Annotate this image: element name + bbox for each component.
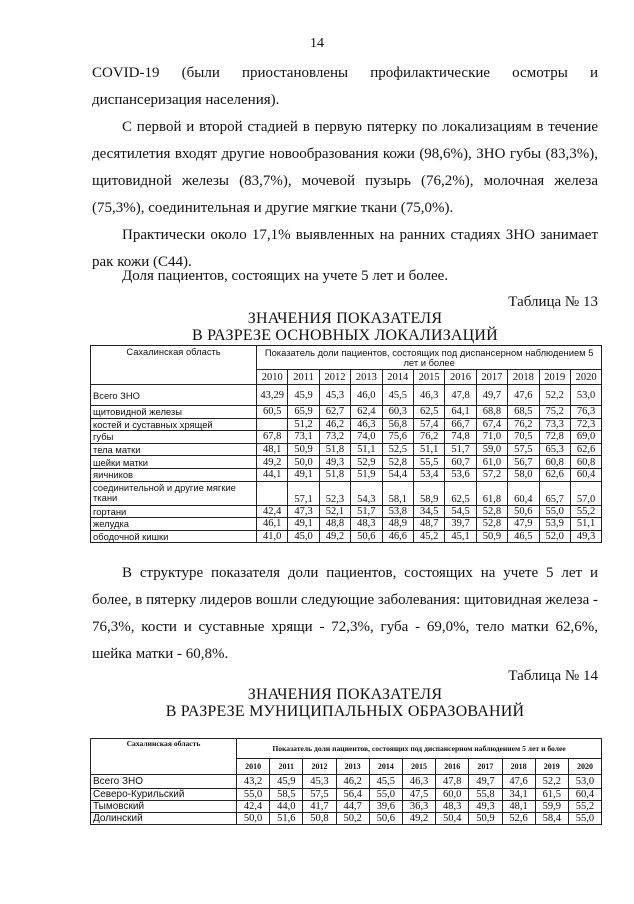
table-cell: 55,8: [469, 789, 502, 801]
table-cell: 49,3: [319, 456, 350, 469]
table-row: [91, 406, 602, 419]
table-cell: 47,9: [508, 518, 539, 531]
table14-year-header: 2012: [303, 759, 336, 775]
table14-year-header: 2010: [237, 759, 270, 775]
table-cell: 47,5: [402, 789, 435, 801]
table-cell: 69,0: [570, 431, 601, 444]
table-cell: 45,3: [303, 775, 336, 789]
table-cell: 46,3: [351, 418, 382, 431]
table-cell: 60,8: [539, 456, 570, 469]
table14-title-line1: ЗНАЧЕНИЯ ПОКАЗАТЕЛЯ: [247, 686, 443, 703]
table-cell: 36,3: [402, 801, 435, 813]
table-cell: 47,8: [445, 385, 476, 406]
table-cell: 49,7: [476, 385, 507, 406]
table-cell: 34,5: [413, 505, 444, 518]
table-cell: 46,1: [257, 518, 288, 531]
row-label: шейки матки: [91, 456, 257, 469]
table-cell: 45,1: [445, 530, 476, 543]
table14-year-header: 2020: [568, 759, 601, 775]
table-cell: 55,0: [539, 505, 570, 518]
row-label: Всего ЗНО: [91, 385, 257, 406]
table-cell: 62,5: [413, 406, 444, 419]
table-cell: 47,6: [502, 775, 535, 789]
table-row: [91, 775, 602, 789]
table14-year-header: 2016: [436, 759, 469, 775]
table-cell: 51,7: [445, 443, 476, 456]
table-cell: 41,7: [303, 801, 336, 813]
table-cell: 45,9: [270, 775, 303, 789]
table-cell: 43,29: [257, 385, 288, 406]
table-cell: 48,1: [502, 801, 535, 813]
table-cell: 34,1: [502, 789, 535, 801]
table-cell: 58,1: [382, 481, 413, 505]
table-cell: 67,8: [257, 431, 288, 444]
table-cell: 44,0: [270, 801, 303, 813]
table-cell: 51,8: [319, 468, 350, 481]
table-cell: 59,9: [535, 801, 568, 813]
table14-year-header: 2018: [502, 759, 535, 775]
table-cell: 47,3: [288, 505, 319, 518]
table-cell: 45,0: [288, 530, 319, 543]
table-cell: 60,4: [508, 481, 539, 505]
table-cell: 54,3: [351, 481, 382, 505]
table13-year-header: 2017: [476, 370, 507, 385]
table-cell: 52,8: [382, 456, 413, 469]
table-cell: 59,0: [476, 443, 507, 456]
table-cell: 43,2: [237, 775, 270, 789]
table-cell: 45,5: [369, 775, 402, 789]
row-label: желудка: [91, 518, 257, 531]
table-cell: [257, 481, 288, 505]
table-cell: 49,3: [570, 530, 601, 543]
table-cell: 73,1: [288, 431, 319, 444]
table-row: [91, 443, 602, 456]
table-cell: 45,2: [413, 530, 444, 543]
table-cell: 46,6: [382, 530, 413, 543]
table-cell: 46,3: [413, 385, 444, 406]
table-cell: 45,9: [288, 385, 319, 406]
table-cell: 76,2: [508, 418, 539, 431]
row-label: щитовидной железы: [91, 406, 257, 419]
table-cell: 52,0: [539, 530, 570, 543]
table-cell: 62,6: [539, 468, 570, 481]
table-cell: 48,1: [257, 443, 288, 456]
table13-year-header: 2011: [288, 370, 319, 385]
table-cell: 50,4: [436, 813, 469, 825]
table-cell: 46,2: [319, 418, 350, 431]
table-cell: 39,6: [369, 801, 402, 813]
table13-year-header: 2013: [351, 370, 382, 385]
table-cell: 48,9: [382, 518, 413, 531]
table-cell: 57,1: [288, 481, 319, 505]
table-cell: 51,7: [351, 505, 382, 518]
table-row: [91, 456, 602, 469]
table-cell: 51,6: [270, 813, 303, 825]
table-cell: 51,2: [288, 418, 319, 431]
table-cell: 73,2: [319, 431, 350, 444]
table-cell: 47,8: [436, 775, 469, 789]
paragraph-five-years: Доля пациентов, состоящих на учете 5 лет и более.: [122, 268, 449, 284]
table-cell: 76,2: [413, 431, 444, 444]
row-label: губы: [91, 431, 257, 444]
table-cell: 48,8: [319, 518, 350, 531]
table-cell: 55,0: [237, 789, 270, 801]
table-cell: 58,5: [270, 789, 303, 801]
table-cell: 57,0: [570, 481, 601, 505]
table-cell: 50,8: [303, 813, 336, 825]
table-cell: 75,6: [382, 431, 413, 444]
table14-year-header: 2017: [469, 759, 502, 775]
table-cell: 68,8: [476, 406, 507, 419]
table-cell: 55,0: [369, 789, 402, 801]
row-label: тела матки: [91, 443, 257, 456]
table13-year-header: 2020: [570, 370, 601, 385]
table-13: [90, 345, 602, 543]
table-cell: 74,0: [351, 431, 382, 444]
table-cell: 41,0: [257, 530, 288, 543]
table-cell: 56,7: [508, 456, 539, 469]
table-cell: 52,9: [351, 456, 382, 469]
table-cell: 68,5: [508, 406, 539, 419]
table-cell: 53,8: [382, 505, 413, 518]
table-cell: 71,0: [476, 431, 507, 444]
row-label: Тымовский: [91, 801, 237, 813]
table-cell: 49,1: [288, 518, 319, 531]
table-cell: 70,5: [508, 431, 539, 444]
table13-title-line2: В РАЗРЕЗЕ ОСНОВНЫХ ЛОКАЛИЗАЦИЙ: [192, 327, 498, 344]
table-row: [91, 789, 602, 801]
table-cell: 75,2: [539, 406, 570, 419]
table-cell: 42,4: [257, 505, 288, 518]
table-cell: 45,3: [319, 385, 350, 406]
table-14: [90, 738, 602, 825]
table-cell: 49,7: [469, 775, 502, 789]
table-cell: 58,4: [535, 813, 568, 825]
table-cell: 57,2: [476, 468, 507, 481]
table-cell: 46,0: [351, 385, 382, 406]
table-cell: 62,5: [445, 481, 476, 505]
table-cell: 56,4: [336, 789, 369, 801]
table-cell: 44,1: [257, 468, 288, 481]
table-cell: 50,6: [369, 813, 402, 825]
table13-title-line1: ЗНАЧЕНИЯ ПОКАЗАТЕЛЯ: [247, 310, 443, 327]
table14-title-line2: В РАЗРЕЗЕ МУНИЦИПАЛЬНЫХ ОБРАЗОВАНИЙ: [165, 703, 525, 720]
table-cell: 60,4: [570, 468, 601, 481]
row-label: соединительной и другие мягкие ткани: [91, 481, 257, 505]
table-cell: 48,3: [436, 801, 469, 813]
table-cell: 61,8: [476, 481, 507, 505]
table13-year-header: 2015: [413, 370, 444, 385]
table-cell: 72,3: [570, 418, 601, 431]
table-cell: 55,2: [570, 505, 601, 518]
table-cell: 50,9: [469, 813, 502, 825]
table-row: [91, 431, 602, 444]
table-cell: 47,6: [508, 385, 539, 406]
table-cell: 52,3: [319, 481, 350, 505]
table-cell: 64,1: [445, 406, 476, 419]
table-row: [91, 468, 602, 481]
table-cell: 60,4: [568, 789, 601, 801]
row-label: ободочной кишки: [91, 530, 257, 543]
table-cell: 60,3: [382, 406, 413, 419]
table13-year-header: 2018: [508, 370, 539, 385]
table-row: [91, 813, 602, 825]
table-cell: 61,0: [476, 456, 507, 469]
table-cell: 50,6: [351, 530, 382, 543]
table-cell: 65,9: [288, 406, 319, 419]
table-cell: 55,2: [568, 801, 601, 813]
table-cell: 49,2: [402, 813, 435, 825]
table-cell: 60,5: [257, 406, 288, 419]
table14-year-header: 2014: [369, 759, 402, 775]
table-cell: 62,4: [351, 406, 382, 419]
table-row: [91, 801, 602, 813]
table-cell: 57,5: [508, 443, 539, 456]
row-label: костей и суставных хрящей: [91, 418, 257, 431]
table-cell: 52,5: [382, 443, 413, 456]
table-cell: 73,3: [539, 418, 570, 431]
table14-year-header: 2013: [336, 759, 369, 775]
table-cell: 52,8: [476, 505, 507, 518]
table-cell: 76,3: [570, 406, 601, 419]
table-cell: 53,0: [570, 385, 601, 406]
table-cell: 52,1: [319, 505, 350, 518]
table14-year-header: 2015: [402, 759, 435, 775]
table-cell: 55,5: [413, 456, 444, 469]
table-cell: 53,6: [445, 468, 476, 481]
paragraph-skin-cancer: Практически около 17,1% выявленных на ранних стадиях ЗНО занимает рак кожи (С44).: [92, 227, 598, 270]
table-cell: 62,6: [570, 443, 601, 456]
table-cell: 46,5: [508, 530, 539, 543]
table-cell: 52,6: [502, 813, 535, 825]
table-cell: 48,3: [351, 518, 382, 531]
table14-region-header: Сахалинская область: [91, 739, 237, 775]
table-cell: 65,3: [539, 443, 570, 456]
table-cell: 52,8: [476, 518, 507, 531]
table13-indicator-header: Показатель доли пациентов, состоящих под диспансерном наблюдением 5 лет и более: [257, 346, 602, 370]
table-cell: 57,4: [413, 418, 444, 431]
table-cell: 62,7: [319, 406, 350, 419]
table-cell: 50,6: [508, 505, 539, 518]
table-cell: 57,5: [303, 789, 336, 801]
row-label: гортани: [91, 505, 257, 518]
table-cell: 51,1: [351, 443, 382, 456]
table-cell: 45,5: [382, 385, 413, 406]
table-cell: 52,2: [539, 385, 570, 406]
table13-year-header: 2019: [539, 370, 570, 385]
table-cell: 72,8: [539, 431, 570, 444]
table-cell: 49,2: [319, 530, 350, 543]
table14-year-header: 2011: [270, 759, 303, 775]
table-cell: 49,1: [288, 468, 319, 481]
table-cell: 60,8: [570, 456, 601, 469]
table-cell: 55,0: [568, 813, 601, 825]
table13-year-header: 2010: [257, 370, 288, 385]
table-cell: 46,2: [336, 775, 369, 789]
row-label: Всего ЗНО: [91, 775, 237, 789]
table-cell: 51,8: [319, 443, 350, 456]
table-row: [91, 518, 602, 531]
table-cell: 51,1: [413, 443, 444, 456]
table13-label: Таблица № 13: [508, 294, 598, 310]
table-cell: 46,3: [402, 775, 435, 789]
table-row: [91, 385, 602, 406]
paragraph-covid: COVID-19 (были приостановлены профилактические осмотры и диспансеризация населения).: [92, 65, 598, 108]
table-row: [91, 481, 602, 505]
table-cell: 50,9: [476, 530, 507, 543]
table13-year-header: 2016: [445, 370, 476, 385]
table13-region-header: Сахалинская область: [91, 346, 257, 385]
table13-year-header: 2012: [319, 370, 350, 385]
table-cell: 54,5: [445, 505, 476, 518]
table-cell: 50,9: [288, 443, 319, 456]
table-cell: [257, 418, 288, 431]
table-cell: 52,2: [535, 775, 568, 789]
table-cell: 49,2: [257, 456, 288, 469]
table-cell: 67,4: [476, 418, 507, 431]
table14-year-header: 2019: [535, 759, 568, 775]
table-cell: 58,0: [508, 468, 539, 481]
table-cell: 50,0: [237, 813, 270, 825]
table-cell: 53,0: [568, 775, 601, 789]
table-cell: 66,7: [445, 418, 476, 431]
table-cell: 51,1: [570, 518, 601, 531]
table-cell: 56,8: [382, 418, 413, 431]
table-cell: 51,9: [351, 468, 382, 481]
table14-indicator-header: Показатель доли пациентов, состоящих под диспансерном наблюдением 5 лет и более: [237, 739, 602, 759]
page-number: 14: [310, 36, 324, 51]
table-row: [91, 505, 602, 518]
table-row: [91, 418, 602, 431]
table-cell: 54,4: [382, 468, 413, 481]
table-cell: 65,7: [539, 481, 570, 505]
table-cell: 39,7: [445, 518, 476, 531]
table-cell: 53,9: [539, 518, 570, 531]
paragraph-leaders: В структуре показателя доли пациентов, состоящих на учете 5 лет и более, в пятерку лидеров вошли следующие заболевания: щитовидная железа - 76,3%, кости и суставные хрящи - 72,3%, губа - 69,0%, тело матки 62,6%, шейка матки - 60,8%.: [92, 565, 598, 662]
table-cell: 74,8: [445, 431, 476, 444]
table-cell: 58,9: [413, 481, 444, 505]
row-label: Долинский: [91, 813, 237, 825]
table-cell: 50,0: [288, 456, 319, 469]
table-cell: 48,7: [413, 518, 444, 531]
table-cell: 44,7: [336, 801, 369, 813]
row-label: Северо-Курильский: [91, 789, 237, 801]
table-cell: 60,0: [436, 789, 469, 801]
row-label: яичников: [91, 468, 257, 481]
table-cell: 49,3: [469, 801, 502, 813]
table-cell: 42,4: [237, 801, 270, 813]
table-cell: 53,4: [413, 468, 444, 481]
table14-label: Таблица № 14: [508, 668, 598, 684]
table-row: [91, 530, 602, 543]
table-cell: 60,7: [445, 456, 476, 469]
table-cell: 50,2: [336, 813, 369, 825]
table13-year-header: 2014: [382, 370, 413, 385]
table-cell: 61,5: [535, 789, 568, 801]
paragraph-early-stage: С первой и второй стадией в первую пятерку по локализациям в течение десятилетия входят другие новообразования кожи (98,6%), ЗНО губы (83,3%), щитовидной железы (83,7%), мочевой пузырь (76,2%), молочная железа (75,3%), соединительная и другие мягкие ткани (75,0%).: [92, 119, 598, 216]
